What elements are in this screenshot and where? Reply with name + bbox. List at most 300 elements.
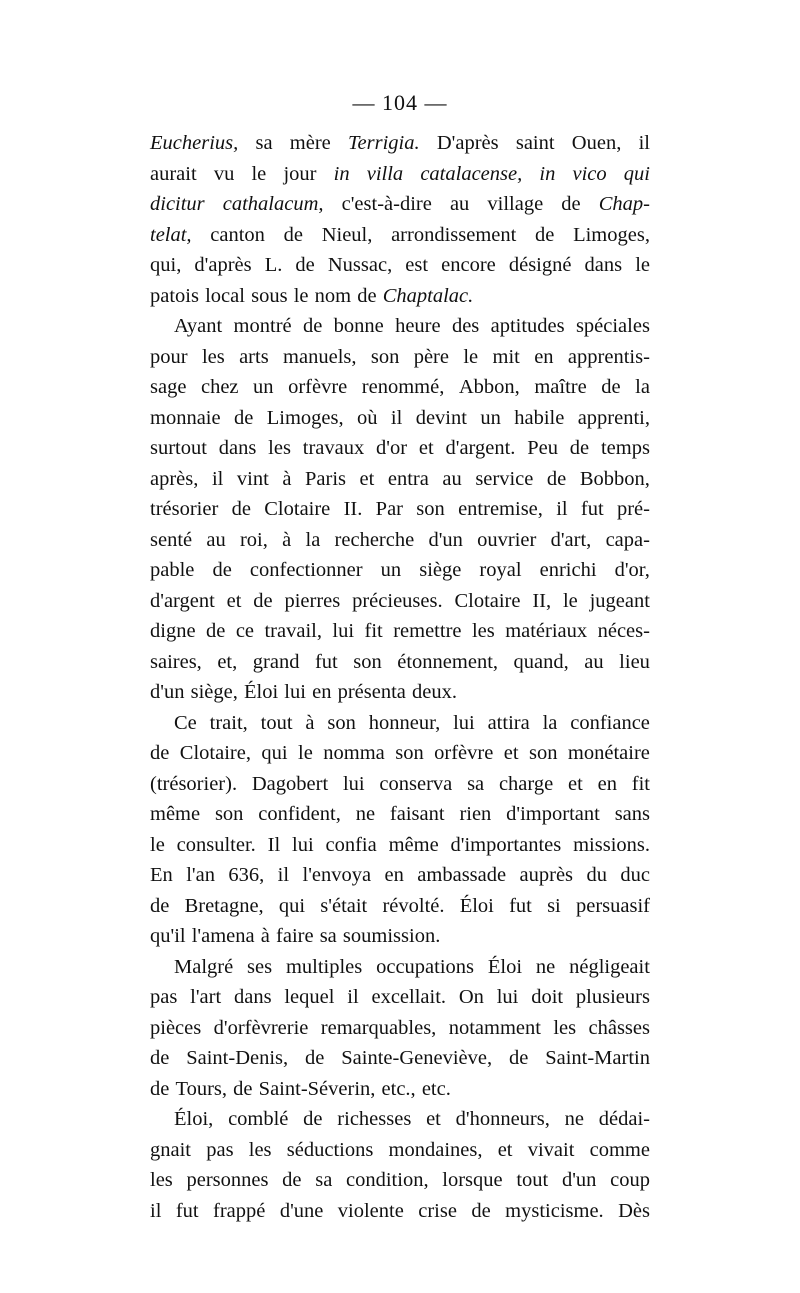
- text-line: [150, 1074, 650, 1105]
- word: de: [546, 467, 567, 490]
- text-line: [150, 372, 650, 403]
- word: patois: [150, 284, 199, 307]
- word: même: [150, 803, 201, 825]
- text-line: [150, 616, 650, 647]
- word: ce: [235, 620, 255, 642]
- word: d'honneurs,: [455, 1108, 550, 1130]
- word: Ayant: [174, 315, 223, 337]
- word: Eucherius,: [150, 132, 239, 154]
- word: lui: [332, 620, 355, 642]
- word: Bretagne,: [184, 894, 264, 917]
- word: fut: [580, 498, 604, 520]
- word: fut: [175, 1199, 199, 1222]
- word: au: [206, 528, 226, 551]
- word: pable: [150, 559, 195, 581]
- word: un: [253, 376, 274, 398]
- word: etc.: [421, 1077, 451, 1100]
- word: villa: [366, 162, 404, 185]
- text-line: [150, 220, 650, 251]
- word: de: [569, 437, 590, 459]
- word: confectionner: [249, 559, 363, 581]
- word: sous: [251, 284, 288, 307]
- word: capa-: [605, 528, 650, 551]
- word: village: [487, 193, 544, 215]
- word: temps: [600, 437, 650, 459]
- word: au: [442, 467, 462, 490]
- text-line: [150, 1165, 650, 1196]
- word: missions.: [573, 833, 650, 856]
- word: personnes: [186, 1169, 269, 1191]
- word: saires,: [150, 650, 202, 673]
- word: apprentis-: [567, 345, 650, 368]
- word: vint: [236, 467, 269, 490]
- word: de: [471, 1199, 491, 1222]
- word: un: [480, 406, 501, 429]
- text-line: [150, 311, 650, 342]
- word: et: [503, 742, 519, 764]
- word: pour: [150, 345, 188, 368]
- word: d'art,: [550, 528, 592, 551]
- word: le: [293, 284, 309, 307]
- word: il: [277, 864, 290, 886]
- word: auprès: [519, 864, 574, 886]
- word: fit: [631, 772, 650, 795]
- word: de: [357, 284, 377, 307]
- word: précieuses.: [352, 589, 443, 612]
- word: ses: [247, 955, 273, 978]
- text-line: [150, 677, 650, 708]
- word: digne: [150, 620, 196, 642]
- word: séductions: [286, 1138, 374, 1161]
- word: en: [384, 864, 404, 886]
- word: les: [201, 345, 225, 368]
- word: matériaux: [505, 620, 588, 642]
- word: tout: [260, 711, 293, 734]
- word: les: [471, 620, 495, 642]
- word: Chaptalac.: [382, 284, 474, 307]
- word: Par: [375, 498, 403, 520]
- word: Tours,: [175, 1077, 228, 1100]
- word: recherche: [334, 528, 415, 551]
- word: heure: [395, 315, 441, 337]
- word: il: [347, 986, 359, 1008]
- word: la: [305, 528, 321, 551]
- word: 636,: [228, 864, 265, 886]
- word: mère: [289, 132, 331, 154]
- word: aptitudes: [490, 315, 565, 337]
- word: de: [150, 742, 170, 764]
- word: attira: [487, 711, 530, 734]
- word: ambassade: [417, 864, 507, 886]
- word: d'un: [428, 528, 463, 551]
- word: de: [231, 498, 251, 520]
- word: l'envoya: [302, 864, 372, 886]
- word: désigné: [508, 254, 572, 276]
- word: d'une: [279, 1199, 324, 1222]
- word: Dagobert: [251, 772, 329, 795]
- word: nom: [314, 284, 352, 307]
- word: conserva: [379, 772, 453, 795]
- word: au: [584, 650, 604, 673]
- word: manuels,: [283, 345, 357, 368]
- word: de: [302, 315, 323, 337]
- word: le: [251, 162, 267, 185]
- text-line: [150, 494, 650, 525]
- text-line: [150, 799, 650, 830]
- word: comme: [589, 1138, 650, 1161]
- word: fit: [364, 620, 383, 642]
- word: occupations: [376, 955, 475, 978]
- word: Clotaire,: [179, 742, 251, 764]
- word: sa: [467, 772, 485, 795]
- word: son: [416, 498, 445, 520]
- word: On: [458, 986, 484, 1008]
- word: II.: [343, 498, 363, 520]
- word: Éloi: [243, 681, 279, 703]
- text-line: [150, 281, 650, 312]
- word: Saint-Séverin,: [258, 1077, 376, 1100]
- word: soumission.: [342, 925, 441, 947]
- word: son: [214, 803, 244, 825]
- word: canton: [210, 223, 265, 246]
- text-line: [150, 891, 650, 922]
- word: Ce: [174, 711, 197, 734]
- word: dicitur: [150, 193, 205, 215]
- word: Terrigia.: [348, 132, 420, 154]
- word: son: [353, 650, 382, 673]
- word: Nussac,: [327, 254, 393, 276]
- word: rien: [459, 803, 492, 825]
- word: crise: [418, 1199, 457, 1222]
- word: châsses: [588, 1016, 650, 1039]
- word: de: [233, 406, 254, 429]
- word: le: [463, 345, 479, 368]
- word: le: [562, 589, 578, 612]
- word: de: [508, 1047, 529, 1069]
- word: lui: [453, 711, 475, 734]
- word: persuasif: [575, 894, 650, 917]
- word: de: [150, 1077, 170, 1100]
- word: vico: [572, 162, 607, 185]
- word: le: [298, 742, 313, 764]
- word: fut: [314, 650, 338, 673]
- word: siège: [419, 559, 462, 581]
- word: d'après: [194, 254, 252, 276]
- text-line: [150, 1043, 650, 1074]
- text-line: [150, 1104, 650, 1135]
- word: et,: [217, 650, 238, 673]
- word: les: [248, 1138, 272, 1161]
- word: les: [150, 1169, 173, 1191]
- word: entremise,: [458, 498, 543, 520]
- word: le: [635, 254, 650, 276]
- word: est: [405, 254, 429, 276]
- text-line: [150, 860, 650, 891]
- word: ne: [564, 1108, 584, 1130]
- word: bonne: [333, 315, 384, 337]
- word: local: [205, 284, 245, 307]
- text-line: [150, 250, 650, 281]
- word: les: [553, 1016, 577, 1039]
- word: Éloi: [459, 894, 494, 917]
- text-line: [150, 708, 650, 739]
- word: service: [475, 467, 534, 490]
- word: orfèvre: [288, 376, 348, 398]
- word: violente: [337, 1199, 404, 1222]
- word: excellait.: [371, 986, 447, 1008]
- word: plusieurs: [575, 986, 650, 1008]
- text-line: [150, 464, 650, 495]
- word: père: [413, 345, 449, 368]
- word: notamment: [448, 1016, 541, 1039]
- word: travaux: [302, 437, 365, 459]
- word: qui: [623, 162, 650, 185]
- word: d'argent: [150, 589, 215, 612]
- word: Clotaire: [454, 589, 521, 612]
- word: néces-: [597, 620, 650, 642]
- word: sa: [255, 132, 273, 154]
- word: de: [283, 223, 303, 246]
- word: jour: [283, 162, 317, 185]
- text-line: [150, 342, 650, 373]
- word: D'après: [436, 132, 499, 154]
- word: Nieul,: [321, 223, 373, 246]
- word: négligeait: [569, 955, 650, 978]
- word: L.: [264, 254, 283, 276]
- word: dédai-: [598, 1108, 650, 1130]
- word: gnait: [150, 1138, 191, 1161]
- word: grand: [252, 650, 300, 673]
- word: Ouen,: [571, 132, 622, 154]
- word: il: [638, 132, 650, 154]
- word: de: [303, 1108, 323, 1130]
- text-line: [150, 921, 650, 952]
- text-line: [150, 189, 650, 220]
- word: senté: [150, 528, 193, 551]
- word: de: [206, 620, 226, 642]
- word: de: [150, 894, 170, 917]
- word: un: [380, 559, 402, 581]
- word: trait,: [209, 711, 248, 734]
- word: le: [150, 833, 165, 856]
- word: d'or,: [614, 559, 650, 581]
- text-line: [150, 830, 650, 861]
- word: qu'il: [150, 925, 186, 947]
- word: telat,: [150, 223, 192, 246]
- text-line: [150, 982, 650, 1013]
- word: à: [305, 711, 315, 734]
- word: confia: [325, 833, 377, 856]
- word: et: [418, 437, 434, 459]
- word: d'un: [561, 1169, 597, 1191]
- word: II,: [532, 589, 552, 612]
- word: après,: [150, 467, 199, 490]
- word: lequel: [284, 986, 335, 1008]
- word: arrondissement: [391, 223, 517, 246]
- word: mondaines,: [388, 1138, 483, 1161]
- word: Dès: [618, 1199, 650, 1222]
- word: faisant: [389, 803, 445, 825]
- word: les: [268, 437, 291, 459]
- word: de: [535, 223, 555, 246]
- word: Bobbon,: [579, 467, 650, 490]
- word: Abbon,: [458, 376, 520, 398]
- word: siège,: [190, 681, 238, 703]
- word: où: [357, 406, 378, 429]
- word: il: [390, 406, 403, 429]
- word: Saint-Martin: [545, 1047, 650, 1069]
- text-line: [150, 1135, 650, 1166]
- word: deux.: [412, 681, 458, 703]
- word: in: [333, 162, 350, 185]
- word: l'amena: [191, 925, 255, 947]
- word: de: [305, 1047, 325, 1069]
- word: son: [395, 742, 424, 764]
- word: maître: [534, 376, 587, 398]
- word: qui: [278, 894, 306, 917]
- text-line: [150, 586, 650, 617]
- word: de: [282, 1169, 302, 1191]
- word: s'était: [320, 894, 368, 917]
- word: présenta: [337, 681, 406, 703]
- word: Il: [267, 833, 281, 856]
- word: pré-: [616, 498, 650, 520]
- word: Sainte-Geneviève,: [341, 1047, 493, 1069]
- text-line: [150, 738, 650, 769]
- word: faire: [276, 925, 314, 947]
- word: son: [529, 742, 558, 764]
- word: sa: [319, 925, 337, 947]
- word: spéciales: [575, 315, 650, 337]
- word: condition,: [346, 1169, 429, 1191]
- word: lorsque: [442, 1169, 503, 1191]
- word: catalacense,: [420, 162, 523, 185]
- word: confident,: [258, 803, 341, 825]
- word: monnaie: [150, 406, 221, 429]
- word: son: [327, 711, 356, 734]
- word: Éloi: [487, 955, 523, 978]
- word: de: [253, 589, 273, 612]
- word: des: [451, 315, 480, 337]
- word: et: [568, 772, 583, 795]
- word: monétaire: [567, 742, 650, 764]
- word: Malgré: [174, 955, 234, 978]
- word: trésorier: [150, 498, 219, 520]
- word: dans: [584, 254, 623, 276]
- word: il: [150, 1199, 162, 1222]
- word: l'an: [186, 864, 215, 886]
- word: qui,: [150, 254, 182, 276]
- word: d'or: [376, 437, 408, 459]
- word: Limoges,: [573, 223, 650, 246]
- word: et: [359, 467, 375, 490]
- word: Chap-: [598, 193, 650, 215]
- word: dans: [218, 437, 257, 459]
- text-line: [150, 769, 650, 800]
- word: tout: [516, 1169, 549, 1191]
- word: à: [260, 925, 270, 947]
- word: doit: [531, 986, 564, 1008]
- word: encore: [441, 254, 496, 276]
- word: entra: [387, 467, 429, 490]
- word: multiples: [285, 955, 363, 978]
- word: mysticisme.: [505, 1199, 604, 1222]
- word: de: [233, 1077, 253, 1100]
- word: si: [547, 894, 561, 917]
- word: vivait: [527, 1138, 575, 1161]
- word: enrichi: [539, 559, 597, 581]
- word: ne: [355, 803, 376, 825]
- word: d'important: [506, 803, 600, 825]
- word: cathalacum,: [222, 193, 324, 215]
- word: habile: [514, 406, 565, 429]
- word: lui: [496, 986, 519, 1008]
- word: de: [150, 1047, 170, 1069]
- word: frappé: [213, 1199, 266, 1222]
- word: en: [312, 681, 332, 703]
- word: dans: [233, 986, 272, 1008]
- word: d'un: [150, 681, 185, 703]
- text-line: [150, 433, 650, 464]
- word: du: [586, 864, 607, 886]
- word: saint: [515, 132, 555, 154]
- word: lieu: [619, 650, 650, 673]
- word: vu: [213, 162, 235, 185]
- word: comblé: [228, 1108, 289, 1130]
- word: etc.,: [381, 1077, 416, 1100]
- text-line: [150, 555, 650, 586]
- word: remarquables,: [320, 1016, 437, 1039]
- word: coup: [610, 1169, 650, 1191]
- word: d'argent.: [445, 437, 516, 459]
- word: d'orfèvrerie: [213, 1016, 309, 1039]
- word: in: [539, 162, 556, 185]
- word: ne: [535, 955, 556, 978]
- word: pas: [206, 1138, 234, 1161]
- word: apprenti,: [577, 406, 650, 429]
- text-line: [150, 403, 650, 434]
- word: l'art: [190, 986, 222, 1008]
- text-line: [150, 1196, 650, 1227]
- word: Limoges,: [266, 406, 344, 429]
- word: remettre: [393, 620, 462, 642]
- word: roi,: [239, 528, 268, 551]
- word: pierres: [284, 589, 341, 612]
- word: aurait: [150, 162, 197, 185]
- word: devint: [415, 406, 467, 429]
- word: confiance: [570, 711, 650, 734]
- word: chez: [200, 376, 239, 398]
- word: la: [635, 376, 650, 398]
- word: En: [150, 864, 173, 886]
- word: de: [295, 254, 315, 276]
- word: il: [556, 498, 568, 520]
- word: et: [497, 1138, 513, 1161]
- word: de: [561, 193, 581, 215]
- word: renommé,: [361, 376, 445, 398]
- word: fut: [509, 894, 532, 917]
- word: arts: [239, 345, 269, 368]
- word: Paris: [305, 467, 346, 490]
- word: à: [282, 467, 292, 490]
- word: richesses: [337, 1108, 412, 1130]
- word: Peu: [527, 437, 558, 459]
- word: lui: [292, 833, 314, 856]
- word: révolté.: [382, 894, 445, 917]
- word: étonnement,: [397, 650, 499, 673]
- word: surtout: [150, 437, 207, 459]
- text-line: [150, 159, 650, 190]
